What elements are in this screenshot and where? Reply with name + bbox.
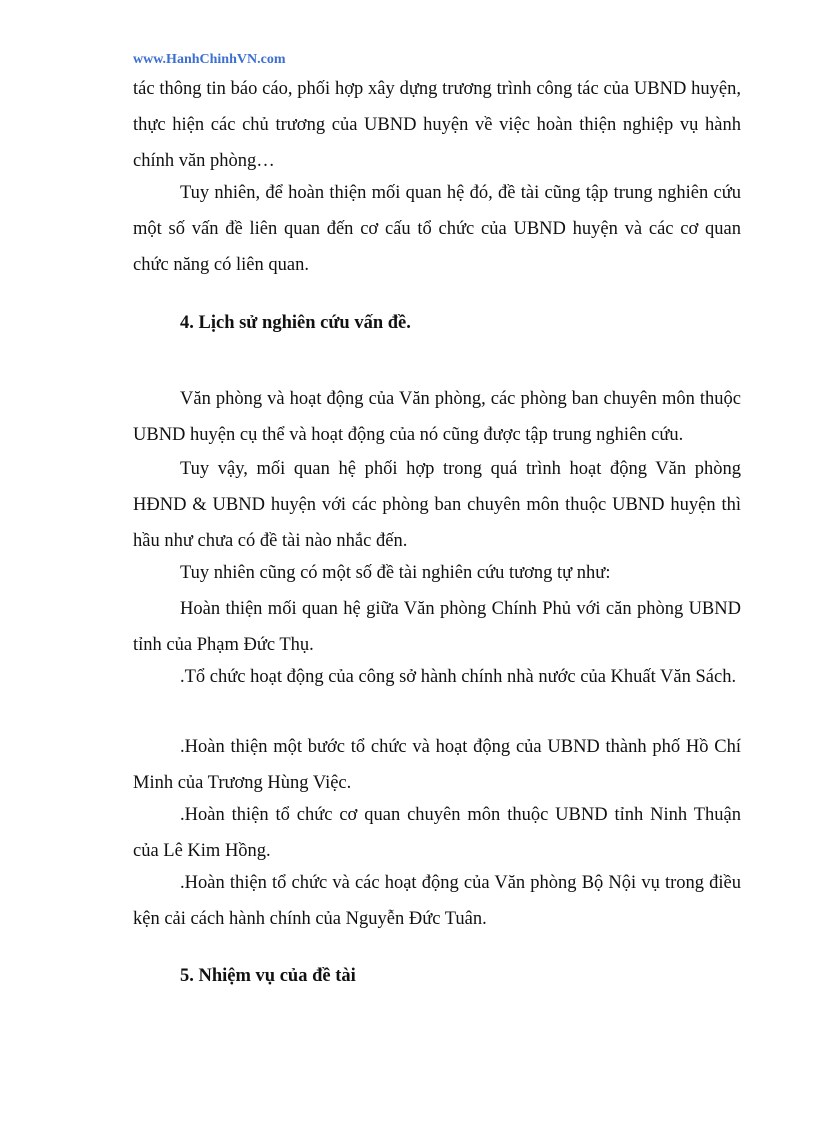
list-item-study-3: .Hoàn thiện một bước tổ chức và hoạt động của UBND thành phố Hồ Chí Minh của Trương Hùng Việc.: [133, 737, 741, 793]
paragraph-similar-studies-intro: Tuy nhiên cũng có một số đề tài nghiên cứu tương tự như:: [180, 563, 611, 583]
list-item-study-4: .Hoàn thiện tổ chức cơ quan chuyên môn thuộc UBND tỉnh Ninh Thuận của Lê Kim Hồng.: [133, 805, 741, 861]
section-heading-4: 4. Lịch sử nghiên cứu vấn đề.: [180, 313, 411, 333]
paragraph-scope-note: Tuy nhiên, để hoàn thiện mối quan hệ đó, đề tài cũng tập trung nghiên cứu một số vấn đề liên quan đến cơ cấu tổ chức của UBND huyện và các cơ quan chức năng có liên quan.: [133, 183, 741, 275]
list-item-study-2: .Tổ chức hoạt động của công sở hành chính nhà nước của Khuất Văn Sách.: [180, 667, 737, 687]
list-item-study-1: Hoàn thiện mối quan hệ giữa Văn phòng Chính Phủ với căn phòng UBND tỉnh của Phạm Đức Thụ.: [133, 599, 741, 655]
list-item-study-5: .Hoàn thiện tổ chức và các hoạt động của Văn phòng Bộ Nội vụ trong điều kện cải cách hành chính của Nguyễn Đức Tuân.: [133, 873, 741, 929]
paragraph-research-office: Văn phòng và hoạt động của Văn phòng, các phòng ban chuyên môn thuộc UBND huyện cụ thể và hoạt động của nó cũng được tập trung nghiên cứu.: [133, 389, 741, 445]
paragraph-research-gap: Tuy vậy, mối quan hệ phối hợp trong quá trình hoạt động Văn phòng HĐND & UBND huyện với các phòng ban chuyên môn thuộc UBND huyện thì hầu như chưa có đề tài nào nhắc đến.: [133, 459, 741, 551]
header-site-link[interactable]: www.HanhChinhVN.com: [133, 52, 286, 67]
paragraph-continuation: tác thông tin báo cáo, phối hợp xây dựng trương trình công tác của UBND huyện, thực hiện các chủ trương của UBND huyện về việc hoàn thiện nghiệp vụ hành chính văn phòng…: [133, 79, 741, 171]
section-heading-5: 5. Nhiệm vụ của đề tài: [180, 966, 356, 986]
